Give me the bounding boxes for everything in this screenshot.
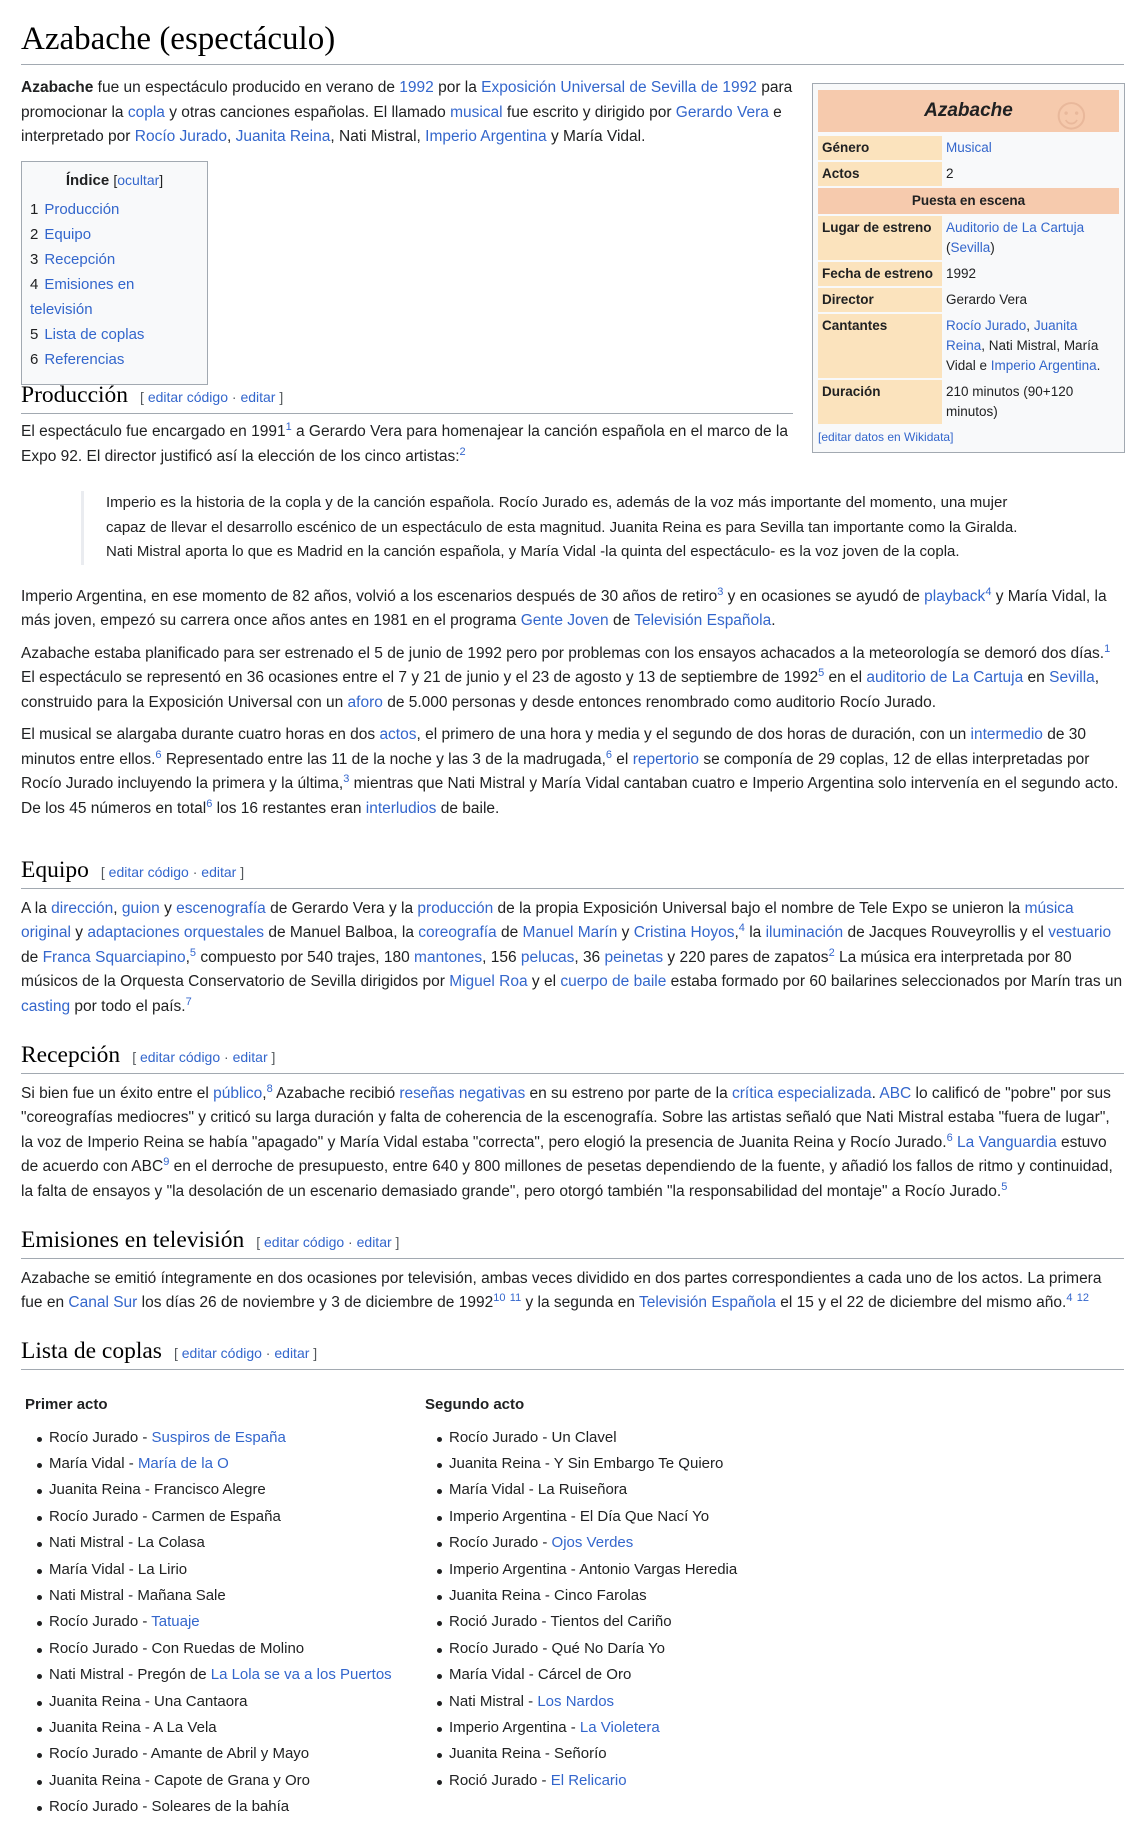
reference-link[interactable]: 4 (1066, 1291, 1073, 1304)
bold-text: Azabache (21, 79, 94, 96)
edit-links[interactable]: [ editar código · editar ] (256, 1234, 400, 1250)
toc-item[interactable]: 3 Recepción (30, 251, 116, 268)
toc-header (30, 172, 199, 189)
paragraph: Si bien fue un éxito entre el público,$^8$ Azabache recibió reseñas negativas en su estreno por parte de la crítica especializada. ABC lo calificó de "pobre" por sus "coreografías mediocres" y criticó su larga duración y falta de coherencia de la escenografía. Sobre las artistas señaló que Nati Mistral estaba "fuera de lugar", la voz de Imperio Reina se había "apagado" y María Vidal estaba "correcta", pero elogió la presencia de Juanita Reina y Rocío Jurado.$^6$ La Vanguardia estuvo de acuerdo con ABC$^9$ en el derroche de presupuesto, entre 640 y 800 millones de pesetas dependiendo de la fuente, y añadió los fallos de ritmo y continuidad, la falta de ensayos y "la desolación de un escenario demasiado grande", pero otorgó también "la responsabilidad del montaje" a Rocío Jurado.$^5$ (21, 1082, 1113, 1200)
wiki-link[interactable]: Exposición Universal de Sevilla de 1992 (481, 79, 757, 96)
wiki-link[interactable]: Suspiros de España (151, 1428, 286, 1446)
wiki-link[interactable]: Auditorio de La Cartuja (946, 220, 1085, 235)
list-item: Rocío Jurado - Suspiros de España (49, 1425, 421, 1451)
reference-link[interactable]: 6 (605, 748, 612, 761)
wiki-link[interactable]: casting (21, 997, 71, 1015)
wiki-link[interactable]: Juanita Reina (946, 318, 1078, 353)
infobox-value: Gerardo Vera (946, 292, 1028, 307)
song-list (49, 1425, 421, 1821)
wiki-link[interactable]: Franca Squarciapino (42, 948, 186, 966)
toc-item[interactable]: 6 Referencias (30, 351, 125, 368)
wiki-link[interactable]: Juanita Reina (235, 128, 331, 145)
wiki-link[interactable]: público (213, 1084, 263, 1102)
wiki-link[interactable]: Gente Joven (520, 612, 609, 629)
section-recepcion (21, 1040, 1124, 1212)
section-title: Recepción (21, 1042, 121, 1068)
paragraph: El espectáculo fue encargado en 1991$^1$ a Gerardo Vera para homenajear la canción española en el marco de la Expo 92. El director justificó así la elección de los cinco artistas:$^2$ (21, 420, 788, 465)
list-item: Juanita Reina - Capote de Grana y Oro (49, 1768, 421, 1794)
toc-title: Índice (65, 172, 110, 189)
section-lista-coplas (21, 1336, 1124, 1821)
wiki-link[interactable]: ABC (879, 1084, 912, 1102)
song-list (449, 1425, 821, 1795)
list-item: Rocío Jurado - Tatuaje (49, 1609, 421, 1635)
infobox-band: Puesta en escena (818, 188, 1119, 214)
infobox-label: Género (818, 136, 942, 160)
wiki-link[interactable]: mantones (414, 948, 483, 966)
reference-link[interactable]: 9 (163, 1155, 170, 1168)
list-item: María Vidal - Cárcel de Oro (449, 1662, 821, 1688)
wiki-link[interactable]: María de la O (137, 1454, 229, 1472)
reference-link[interactable]: 4 (985, 585, 992, 598)
list-item: Rocío Jurado - Ojos Verdes (449, 1530, 821, 1556)
infobox (812, 83, 1125, 453)
wiki-link[interactable]: pelucas (520, 948, 575, 966)
wiki-link[interactable]: Nati Mistral (339, 128, 417, 145)
infobox-label: Actos (818, 162, 942, 186)
paragraph: El musical se alargaba durante cuatro horas en dos actos, el primero de una hora y media y el segundo de dos horas de duración, con un intermedio de 30 minutos entre ellos.$^6$ Representado entre las 11 de la noche y las 3 de la madrugada,$^6$ el repertorio se componía de 29 coplas, 12 de ellas interpretadas por Rocío Jurado incluyendo la primera y la última,$^3$ mientras que Nati Mistral y María Vidal cantaban cuatro e Imperio Argentina solo intervenía en el segundo acto. De los 45 números en total$^6$ los 16 restantes eran interludios de baile. (21, 726, 1119, 817)
list-item: Imperio Argentina - La Violetera (449, 1715, 821, 1741)
wiki-link[interactable]: Cristina Hoyos (633, 924, 735, 942)
reference-link[interactable]: 5 (818, 666, 825, 679)
wiki-link[interactable]: música original (21, 899, 1074, 942)
wiki-link[interactable]: Los Nardos (537, 1692, 615, 1710)
list-item: Rocío Jurado - Con Ruedas de Molino (49, 1636, 421, 1662)
wiki-link[interactable]: repertorio (632, 750, 700, 768)
section-equipo (21, 855, 1124, 1027)
wiki-link[interactable]: Sevilla (950, 240, 991, 255)
reference-link[interactable]: 2 (459, 445, 466, 458)
wiki-link[interactable]: peinetas (604, 948, 664, 966)
list-item: Juanita Reina - Una Cantaora (49, 1689, 421, 1715)
infobox-label: Lugar de estreno (818, 216, 942, 260)
column-title: Primer acto (25, 1395, 108, 1413)
list-item: Roció Jurado - El Relicario (449, 1768, 821, 1794)
table-of-contents (21, 161, 208, 385)
list-item: Rocío Jurado - Un Clavel (449, 1425, 821, 1451)
infobox-value: 2 (946, 166, 954, 181)
wiki-link[interactable]: Gerardo Vera (675, 103, 769, 121)
list-item: Rocío Jurado - Carmen de España (49, 1504, 421, 1530)
list-item: Juanita Reina - Cinco Farolas (449, 1583, 821, 1609)
reference-link[interactable]: 8 (266, 1082, 273, 1095)
section-emisiones (21, 1225, 1124, 1324)
wiki-link[interactable]: guion (121, 899, 160, 917)
wiki-link[interactable]: crítica especializada (732, 1084, 872, 1102)
infobox-value: 210 minutos (90+120 minutos) (946, 384, 1074, 419)
wiki-link[interactable]: La Violetera (579, 1719, 660, 1737)
reference-link[interactable]: 1 (1104, 642, 1111, 655)
edit-links[interactable]: [ editar código · editar ] (173, 1345, 318, 1361)
reference-link[interactable]: 7 (185, 995, 192, 1008)
edit-links[interactable]: [ editar código · editar ] (140, 389, 284, 405)
list-item: Juanita Reina - A La Vela (49, 1715, 421, 1741)
wiki-link[interactable]: La Lola se va a los Puertos (210, 1666, 392, 1684)
infobox-label: Fecha de estreno (818, 262, 942, 286)
reference-link[interactable]: 5 (189, 946, 197, 959)
infobox-label: Cantantes (818, 314, 942, 378)
infobox-value: 1992 (946, 266, 977, 281)
infobox-label: Director (818, 288, 942, 312)
wiki-link[interactable]: copla (127, 103, 165, 121)
list-item: Rocío Jurado - Amante de Abril y Mayo (49, 1741, 421, 1767)
wiki-link[interactable]: Ojos Verdes (551, 1534, 634, 1552)
wiki-link[interactable]: dirección (51, 899, 114, 917)
section-produccion-header (21, 380, 793, 414)
reference-link[interactable]: 2 (828, 946, 835, 959)
wiki-link[interactable]: La Vanguardia (957, 1133, 1057, 1151)
wiki-link[interactable]: reseñas negativas (399, 1084, 526, 1102)
theater-masks-icon: ☺ (1048, 90, 1095, 132)
paragraph: A la dirección, guion y escenografía de Gerardo Vera y la producción de la propia Exposición Universal bajo el nombre de Tele Expo se unieron la música original y adaptaciones orquestales de Manuel Balboa, la coreografía de Manuel Marín y Cristina Hoyos,$^4$ la iluminación de Jacques Rouveyrollis y el vestuario de Franca Squarciapino,$^5$ compuesto por 540 trajes, 180 mantones, 156 pelucas, 36 peinetas y 220 pares de zapatos$^2$ La música era interpretada por 80 músicos de la Orquesta Conservatorio de Sevilla dirigidos por Miguel Roa y el cuerpo de baile estaba formado por 60 bailarines seleccionados por Marín tras un casting por todo el país.$^7$ (21, 899, 1123, 1015)
list-item: Juanita Reina - Y Sin Embargo Te Quiero (449, 1451, 821, 1477)
wiki-link[interactable]: Nati Mistral (988, 338, 1057, 353)
list-item: Juanita Reina - Señorío (449, 1741, 821, 1767)
list-item: Rocío Jurado - Soleares de la bahía (49, 1794, 421, 1820)
wiki-link[interactable]: Imperio Argentina (990, 358, 1097, 373)
wiki-link[interactable]: Televisión Española (634, 612, 772, 629)
segundo-acto-column (421, 1378, 821, 1821)
wiki-link[interactable]: Sevilla (1049, 669, 1095, 686)
list-item: María Vidal - La Lirio (49, 1557, 421, 1583)
reference-link[interactable]: 12 (1076, 1291, 1090, 1304)
list-item: Nati Mistral - Mañana Sale (49, 1583, 421, 1609)
list-item: Juanita Reina - Francisco Alegre (49, 1477, 421, 1503)
wiki-link[interactable]: Televisión Española (638, 1294, 776, 1312)
infobox-singers: Rocío Jurado, Juanita Reina, Nati Mistral, María Vidal e Imperio Argentina. (946, 318, 1101, 373)
reference-link[interactable]: 5 (1001, 1180, 1008, 1193)
infobox-genre-link[interactable]: Musical (946, 140, 992, 155)
wiki-link[interactable]: Manuel Marín (522, 924, 618, 942)
list-item: María Vidal - La Ruiseñora (449, 1477, 821, 1503)
paragraph: Azabache se emitió íntegramente en dos ocasiones por televisión, ambas veces dividido en dos partes correspondientes a cada uno de los actos. La primera fue en Canal Sur los días 26 de noviembre y 3 de diciembre de 1992$^{10}$ $^{11}$ y la segunda en Televisión Española el 15 y el 22 de diciembre del mismo año.$^4$ $^{12}$ (21, 1269, 1102, 1312)
page-title: Azabache (espectáculo) (21, 18, 1124, 65)
wiki-link[interactable]: Imperio Argentina (425, 128, 547, 145)
list-item: Imperio Argentina - El Día Que Nací Yo (449, 1504, 821, 1530)
infobox-venue: Auditorio de La Cartuja (Sevilla) (946, 220, 1085, 255)
toc-item[interactable]: 1 Producción (30, 201, 120, 218)
wiki-link[interactable]: Miguel Roa (449, 973, 528, 991)
list-item: Roció Jurado - Tientos del Cariño (449, 1609, 821, 1635)
wiki-link[interactable]: intermedio (970, 726, 1043, 743)
intro-paragraph: Azabache fue un espectáculo producido en verano de 1992 por la Exposición Universal de Sevilla de 1992 para promocionar la copla y otras canciones españolas. El llamado musical fue escrito y dirigido por Gerardo Vera e interpretado por Rocío Jurado, Juanita Reina, Nati Mistral, Imperio Argentina y María Vidal. (21, 79, 793, 145)
infobox-title: ☺ Azabache (818, 90, 1119, 132)
edit-links[interactable]: [ editar código · editar ] (100, 864, 245, 880)
section-produccion (21, 420, 1124, 829)
wiki-link[interactable]: musical (450, 103, 503, 121)
reference-link[interactable]: 6 (946, 1131, 953, 1144)
wiki-link[interactable]: cuerpo de baile (560, 973, 667, 991)
list-item: Rocío Jurado - Qué No Daría Yo (449, 1636, 821, 1662)
toc-item[interactable]: 2 Equipo (30, 226, 92, 243)
paragraph: Azabache estaba planificado para ser estrenado el 5 de junio de 1992 pero por problemas con los ensayos achacados a la meteorología se demoró dos días.$^1$ El espectáculo se representó en 36 ocasiones entre el 7 y 21 de junio y el 23 de agosto y 13 de septiembre de 1992$^5$ en el auditorio de La Cartuja en Sevilla, construido para la Exposición Universal con un aforo de 5.000 personas y desde entonces renombrado como auditorio Rocío Jurado. (21, 642, 1111, 711)
wiki-link[interactable]: adaptaciones orquestales (87, 924, 265, 942)
section-title: Producción (21, 382, 129, 408)
wiki-link[interactable]: interludios (365, 799, 437, 817)
wiki-link[interactable]: playback (924, 587, 986, 605)
quote: Imperio es la historia de la copla y de la canción española. Rocío Jurado es, además de la voz más importante del momento, una mujer capaz de llevar el desarrollo escénico de un espectáculo de esta magnitud. Juanita Reina es para Sevilla tan importante como la Giralda. Nati Mistral aporta lo que es Madrid en la canción española, y María Vidal -la quinta del espectáculo- es la voz joven de la copla. (81, 491, 1044, 565)
reference-link[interactable]: 3 (717, 585, 724, 598)
reference-link[interactable]: 4 (738, 921, 745, 934)
wiki-link[interactable]: Rocío Jurado (134, 128, 227, 145)
list-item: María Vidal - María de la O (49, 1451, 421, 1477)
toc-item[interactable]: 4 Emisiones en televisión (30, 276, 135, 318)
wiki-link[interactable]: Canal Sur (68, 1294, 138, 1312)
wiki-link[interactable]: Rocío Jurado (946, 318, 1027, 333)
wiki-link[interactable]: aforo (347, 693, 383, 711)
wiki-link[interactable]: iluminación (765, 924, 844, 942)
wiki-link[interactable]: coreografía (418, 924, 497, 942)
primer-acto-column (21, 1378, 421, 1821)
paragraph: Imperio Argentina, en ese momento de 82 años, volvió a los escenarios después de 30 años de retiro$^3$ y en ocasiones se ayudó de playback$^4$ y María Vidal, la más joven, empezó su carrera once años antes en 1981 en el programa Gente Joven de Televisión Española. (21, 585, 1107, 629)
wiki-link[interactable]: producción (417, 899, 494, 917)
list-item: Nati Mistral - Pregón de La Lola se va a los Puertos (49, 1662, 421, 1688)
section-title: Equipo (21, 857, 89, 883)
reference-link[interactable]: 11 (509, 1291, 522, 1304)
reference-link[interactable]: 6 (155, 748, 162, 761)
wiki-link[interactable]: actos (379, 726, 417, 743)
section-title: Emisiones en televisión (21, 1227, 245, 1253)
reference-link[interactable]: 6 (206, 797, 213, 810)
reference-link[interactable]: 3 (343, 772, 350, 785)
infobox-label: Duración (818, 380, 942, 424)
wikidata-edit-link[interactable]: [editar datos en Wikidata] (818, 430, 954, 444)
edit-links[interactable]: [ editar código · editar ] (132, 1049, 276, 1065)
wiki-link[interactable]: escenografía (176, 899, 266, 917)
list-item: Nati Mistral - La Colasa (49, 1530, 421, 1556)
wiki-link[interactable]: auditorio de La Cartuja (866, 669, 1024, 686)
wiki-link[interactable]: El Relicario (550, 1771, 627, 1789)
column-title: Segundo acto (425, 1395, 525, 1413)
toc-item[interactable]: 5 Lista de coplas (30, 326, 145, 343)
wiki-link[interactable]: 1992 (399, 79, 434, 96)
list-item: Nati Mistral - Los Nardos (449, 1689, 821, 1715)
list-item: Imperio Argentina - Antonio Vargas Heredia (449, 1557, 821, 1583)
wiki-link[interactable]: vestuario (1048, 924, 1112, 942)
reference-link[interactable]: 10 (493, 1291, 506, 1304)
wiki-link[interactable]: Tatuaje (151, 1613, 200, 1631)
reference-link[interactable]: 1 (285, 420, 292, 433)
section-title: Lista de coplas (21, 1338, 162, 1364)
toc-hide-link[interactable]: [ocultar] (113, 172, 164, 188)
